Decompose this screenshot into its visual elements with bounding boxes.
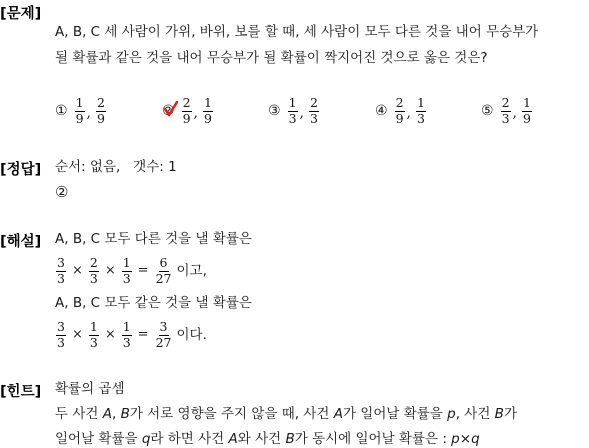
fraction: $\frac{2}{3}$ [501,95,510,126]
problem-text-line-1: A, B, C 세 사람이 가위, 바위, 보를 할 때, 세 사람이 모두 다른 것을 내어 무승부가 [55,24,539,40]
solution-line-1: A, B, C 모두 다른 것을 낼 확률은 [55,231,252,247]
choice-1[interactable]: ① $\frac{1}{9}$ , $\frac{2}{9}$ [55,95,105,126]
hint-line-1: 두 사건 A, B가 서로 영향을 주지 않을 때, 사건 A가 일어날 확률을 p, 사건 B가 [55,406,517,422]
equation-2: $\frac{3}{3}$ × $\frac{1}{3}$ × $\frac{1}{3}$ = $\frac{3}{27}$ 이다. [57,319,207,350]
answer-meta: 순서: 없음, 갯수: 1 [55,159,177,175]
answer-value: ② [55,183,69,201]
fraction: $\frac{1}{9}$ [75,95,84,126]
fraction: $\frac{2}{3}$ [309,95,318,126]
problem-text-line-2: 될 확률과 같은 것을 내어 무승부가 될 확률이 짝지어진 것으로 옳은 것은? [55,50,488,66]
checkmark-icon [164,101,178,117]
hint-title: 확률의 곱셈 [55,381,125,397]
choice-number: ④ [375,103,388,119]
choice-number: ② [162,103,175,119]
solution-line-2: A, B, C 모두 같은 것을 낼 확률은 [55,295,252,311]
choice-number: ⑤ [481,103,494,119]
hint-line-2: 일어날 확률을 q라 하면 사건 A와 사건 B가 동시에 일어날 확률은 : p×q [55,431,480,447]
answer-label: [정답] [0,162,42,178]
fraction: $\frac{2}{9}$ [96,95,105,126]
fraction: $\frac{1}{3}$ [288,95,297,126]
choice-4[interactable]: ④ $\frac{2}{9}$ , $\frac{1}{3}$ [375,95,425,126]
fraction: $\frac{2}{9}$ [182,95,191,126]
fraction: $\frac{2}{9}$ [395,95,404,126]
fraction: $\frac{1}{3}$ [416,95,425,126]
choice-number: ③ [268,103,281,119]
fraction: $\frac{1}{9}$ [522,95,531,126]
equation-1: $\frac{3}{3}$ × $\frac{2}{3}$ × $\frac{1}{3}$ = $\frac{6}{27}$ 이고, [57,255,207,286]
choice-2[interactable]: ② $\frac{2}{9}$ , $\frac{1}{9}$ [162,95,212,126]
choice-number: ① [55,103,68,119]
problem-label: [문제] [0,6,42,22]
choice-5[interactable]: ⑤ $\frac{2}{3}$ , $\frac{1}{9}$ [481,95,531,126]
fraction: $\frac{1}{9}$ [203,95,212,126]
choice-3[interactable]: ③ $\frac{1}{3}$ , $\frac{2}{3}$ [268,95,318,126]
solution-label: [해설] [0,234,42,250]
hint-label: [힌트] [0,384,42,400]
